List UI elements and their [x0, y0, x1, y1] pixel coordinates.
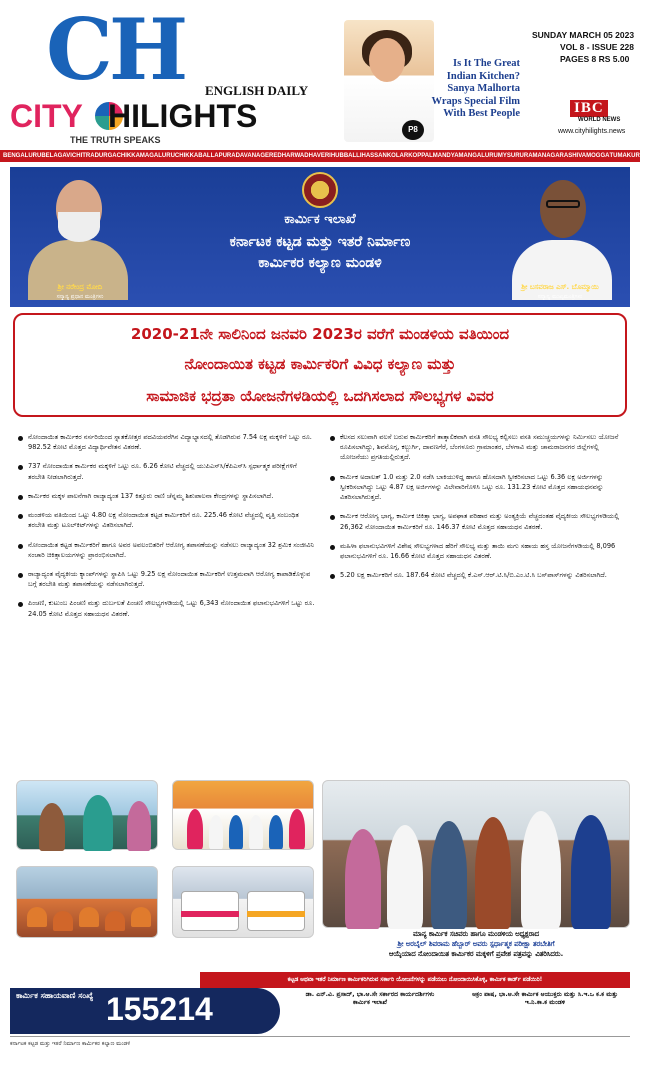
right-column	[328, 432, 628, 589]
footer-red-strip: ಕಟ್ಟಡ ಅಥವಾ ಇತರೆ ನಿರ್ಮಾಣ ಕಾರ್ಮಿಕರಿಗಿರುವ ಸರ್ಕಾರಿ ಯೋಜನೆಗಳನ್ನು ಪಡೆಯಲು ನೋಂದಾಯಿಸಿಕೊಳ್ಳಿ, ಕಾರ್ಮಿಕ ಕಾರ್ಡ್ ಪಡೆಯಿರಿ!	[200, 972, 630, 988]
list-item: ಕಾರ್ಮಿಕ ಅದಾಲತ್ 1.0 ಮತ್ತು 2.0 ನಡೆಸಿ ಬಾಕಿಯುಳಿದ್ದ ಹಾಗೂ ಹೊಸದಾಗಿ ಸ್ವೀಕರಿಸಲಾದ ಒಟ್ಟು 6.36 ಲಕ್ಷ ಅರ್ಜಿಗಳನ್ನು ಸ್ವೀಕರಿಸಲಾಗಿದ್ದು ಒಟ್ಟು 4.87 ಲಕ್ಷ ಅರ್ಜಿಗಳನ್ನು ವಿಲೇವಾರಿಗೊಳಿಸಿ ಒಟ್ಟು ರೂ. 131.23 ಕೋಟಿ ಮೊತ್ತದ ಸಹಾಯಧನವನ್ನು ವಿತರಿಸಲಾಗಿರುತ್ತದೆ.	[328, 472, 628, 503]
list-item: 5.20 ಲಕ್ಷ ಕಾರ್ಮಿಕರಿಗೆ ರೂ. 187.64 ಕೋಟಿ ವೆಚ್ಚದಲ್ಲಿ ಕೆ.ಎಸ್.ಆರ್.ಟಿ.ಸಿ/ಬಿ.ಎಂ.ಟಿ.ಸಿ ಬಸ್‌ಪಾಸ್‌ಗಳನ್ನು ವಿತರಿಸಲಾಗಿದೆ.	[328, 570, 628, 580]
photo-figure	[131, 907, 151, 927]
caption-line3: ಆಯ್ಕೆಯಾದ ನೋಂದಾಯಿತ ಕಾರ್ಮಿಕರ ಮಕ್ಕಳಿಗೆ ಪ್ರವೇಶ ಪತ್ರವನ್ನು ವಿತರಿಸಿದರು.	[388, 949, 564, 958]
helpline-label: ಕಾರ್ಮಿಕ ಸಹಾಯವಾಣಿ ಸಂಖ್ಯೆ	[16, 991, 94, 1000]
page-badge: P8	[402, 120, 424, 140]
website-link[interactable]: www.cityhilights.news	[558, 128, 626, 135]
photo-figure	[475, 817, 511, 929]
photo-figure	[187, 809, 203, 849]
photo-admission-letters[interactable]	[322, 780, 630, 928]
city-item[interactable]: RAMANAGARA	[523, 153, 569, 159]
left-person-title: ಸನ್ಮಾನ್ಯ ಪ್ರಧಾನ ಮಂತ್ರಿಗಳು	[56, 294, 104, 300]
list-item: ರಾಜ್ಯಾದ್ಯಂತ ವೈದ್ಯಕೀಯ ಕ್ಯಾಂಪ್‌ಗಳನ್ನು ಸ್ಥಾಪಿಸಿ ಒಟ್ಟು 9.25 ಲಕ್ಷ ನೋಂದಾಯಿತ ಕಾರ್ಮಿಕರಿಗೆ ಉತ್ತಮವಾಗಿ ಆರೋಗ್ಯ ಕಾಪಾಡಿಕೊಳ್ಳುವ ಬಗ್ಗೆ ತರಬೇತಿ ಮತ್ತು ತಪಾಸಣೆಯನ್ನು ನಡೆಸಲಾಗಿರುತ್ತದೆ.	[16, 569, 316, 589]
city-bar	[0, 150, 663, 162]
photo-figure	[105, 911, 125, 931]
photo-health-camp[interactable]	[16, 780, 158, 850]
stripe	[181, 911, 239, 917]
city-item[interactable]: CHIKKAMAGALURU	[116, 153, 175, 159]
ibc-subtitle: WORLD NEWS	[578, 117, 621, 123]
tagline: THE TRUTH SPEAKS	[70, 135, 161, 145]
photo-caption	[322, 930, 630, 960]
board-name-line1: ಕರ್ನಾಟಕ ಕಟ್ಟಡ ಮತ್ತು ಇತರೆ ನಿರ್ಮಾಣ	[229, 234, 411, 250]
photo-figure	[269, 815, 283, 849]
photo-figure	[387, 825, 423, 929]
city-item[interactable]: SHIVAMOGGA	[568, 153, 610, 159]
photo-figure	[83, 795, 113, 851]
photo-figure	[289, 809, 305, 849]
caption-line1: ಮಾನ್ಯ ಕಾರ್ಮಿಕ ಸಚಿವರು ಹಾಗೂ ಮಂಡಳಿಯ ಅಧ್ಯಕ್ಷರಾದ	[412, 930, 540, 938]
list-item: ಕಾರ್ಮಿಕರ ಮಕ್ಕಳ ಪಾಲನೆಗಾಗಿ ರಾಜ್ಯಾದ್ಯಂತ 137 ಕಿತ್ತೂರು ರಾಣಿ ಚೆನ್ನಮ್ಮ ಶಿಶುಪಾಲನಾ ಕೇಂದ್ರಗಳನ್ನು ಸ್ಥಾಪಿಸಲಾಗಿದೆ.	[16, 491, 316, 501]
helpline-box[interactable]	[10, 988, 280, 1034]
headline-line1: 2020-21ನೇ ಸಾಲಿನಿಂದ ಜನವರಿ 2023ರ ವರೆಗೆ ಮಂಡಳಿಯ ವತಿಯಿಂದ	[130, 325, 510, 343]
photo-figure	[27, 907, 47, 927]
ad-banner	[10, 167, 630, 307]
ibc-logo[interactable]: IBC	[570, 100, 608, 117]
city-item[interactable]: MYSURU	[497, 153, 524, 159]
cover-photo[interactable]	[344, 20, 434, 142]
english-daily-label: ENGLISH DAILY	[205, 83, 309, 98]
city-item[interactable]: UDUPI	[644, 153, 663, 159]
state-emblem-icon	[302, 172, 338, 208]
photo-figure	[571, 815, 611, 929]
left-person-name: ಶ್ರೀ ನರೇಂದ್ರ ಮೋದಿ	[57, 283, 103, 291]
photo-figure	[127, 801, 151, 851]
photo-figure	[39, 803, 65, 851]
stripe	[247, 911, 305, 917]
list-item: ನೋಂದಾಯಿತ ಕಾರ್ಮಿಕರ ನರ್ಸರಿಯಿಂದ ಸ್ನಾತಕೋತ್ತರ ಪದವಿಯವರೆಗಿನ ವಿದ್ಯಾಭ್ಯಾಸದಲ್ಲಿ ತೊಡಗಿರುವ 7.54 ಲಕ್ಷ ಮಕ್ಕಳಿಗೆ ಒಟ್ಟು ರೂ. 982.52 ಕೋಟಿ ಮೊತ್ತದ ವಿದ್ಯಾರ್ಥಿವೇತನ ವಿತರಣೆ.	[16, 432, 316, 452]
portrait-right	[502, 172, 622, 282]
city-item[interactable]: CHIKKABALLAPURA	[174, 153, 236, 159]
officer-secretary: ಡಾ. ಎನ್.ವಿ. ಪ್ರಸಾದ್, ಭಾ.ಆ.ಸೇ ಸರ್ಕಾರದ ಕಾರ್ಯದರ್ಶಿಗಳು ಕಾರ್ಮಿಕ ಇಲಾಖೆ	[305, 991, 435, 1007]
city-item[interactable]: HASSAN	[361, 153, 387, 159]
city-item[interactable]: HUBBALLI	[330, 153, 362, 159]
city-item[interactable]: MANGALURU	[458, 153, 498, 159]
logo-hilights: HILIGHTS	[108, 98, 258, 134]
photo-mobile-clinics[interactable]	[172, 866, 314, 938]
city-item[interactable]: DAVANAGERE	[235, 153, 278, 159]
officer-commissioner: ಅಕ್ರಂ ಪಾಷ, ಭಾ.ಆ.ಸೇ ಕಾರ್ಮಿಕ ಆಯುಕ್ತರು ಮತ್ತು ಸಿ.ಇ.ಒ ಕ.ಕ ಮತ್ತು ಇ.ನಿ.ಕಾ.ಕ ಮಂಡಳಿ	[472, 991, 618, 1007]
list-item: ನೋಂದಾಯಿತ ಕಟ್ಟಡ ಕಾರ್ಮಿಕರಿಗೆ ಹಾಗೂ ಅವರ ಅವಲಂಬಿತರಿಗೆ ಆರೋಗ್ಯ ತಪಾಸಣೆಯನ್ನು ನಡೆಸಲು ರಾಜ್ಯಾದ್ಯಂತ 32 ಶ್ರಮಿಕ ಸಂಜೀವಿನಿ ಸಂಚಾರಿ ಚಿಕಿತ್ಸಾಲಯಗಳನ್ನು ಪ್ರಾರಂಭಿಸಲಾಗಿದೆ.	[16, 540, 316, 560]
photo-creche[interactable]	[172, 780, 314, 850]
photo-face	[369, 38, 405, 82]
city-item[interactable]: KOPPAL	[408, 153, 433, 159]
city-item[interactable]: MANDYA	[432, 153, 459, 159]
helpline-number[interactable]: 155214	[106, 991, 213, 1027]
masthead	[0, 0, 640, 150]
headline-box	[13, 313, 627, 417]
portrait-head	[540, 180, 586, 238]
photo-figure	[53, 911, 73, 931]
edition-pages-price: PAGES 8 RS 5.00	[560, 54, 630, 64]
edition-date: SUNDAY MARCH 05 2023	[532, 30, 635, 40]
photo-figure	[79, 907, 99, 927]
glasses-icon	[546, 200, 580, 208]
list-item: ಮಂಡಳಿಯ ವತಿಯಿಂದ ಒಟ್ಟು 4.80 ಲಕ್ಷ ನೋಂದಾಯಿತ ಕಟ್ಟಡ ಕಾರ್ಮಿಕರಿಗೆ ರೂ. 225.46 ಕೋಟಿ ವೆಚ್ಚದಲ್ಲಿ ವೃತ್ತಿ ಸಂಬಂಧಿತ ತರಬೇತಿ ಮತ್ತು ಟೂಲ್‌ಕಿಟ್‌ಗಳನ್ನು ವಿತರಿಸಲಾಗಿದೆ.	[16, 510, 316, 530]
city-item[interactable]: DHARWAD	[277, 153, 309, 159]
photo-figure	[209, 815, 223, 849]
city-item[interactable]: TUMAKURU	[609, 153, 645, 159]
list-item: ಮಹಿಳಾ ಫಲಾನುಭವಿಗಳಿಗೆ ವಿಶೇಷ ಸೌಲಭ್ಯಗಳಾದ ಹೆರಿಗೆ ಸೌಲಭ್ಯ ಮತ್ತು ತಾಯಿ ಮಗು ಸಹಾಯ ಹಸ್ತ ಯೋಜನೆಗಳಡಿಯಲ್ಲಿ 8,096 ಫಲಾನುಭವಿಗಳಿಗೆ ರೂ. 16.66 ಕೋಟಿ ಮೊತ್ತದ ಸಹಾಯಧನ ವಿತರಣೆ.	[328, 541, 628, 561]
list-item: ಕೆಲಸದ ಸಲುವಾಗಿ ವಲಸೆ ಬರುವ ಕಾರ್ಮಿಕರಿಗೆ ತಾತ್ಕಾಲಿಕವಾಗಿ ವಸತಿ ಸೌಲಭ್ಯ ಕಲ್ಪಿಸಲು ವಸತಿ ಸಮುಚ್ಚಯಗಳನ್ನು ನಿರ್ಮಿಸಲು ಯೋಜನೆ ರೂಪಿಸಲಾಗಿದ್ದು, ಶಿವಮೊಗ್ಗ, ಕಲ್ಬುರ್ಗಿ, ದಾವಣಗೆರೆ, ಬೆಂಗಳೂರು ಗ್ರಾಮಾಂತರ, ಬೆಳಗಾವಿ ಮತ್ತು ಚಾಮರಾಜನಗರ ಜಿಲ್ಲೆಗಳಲ್ಲಿ ಯೋಜನೆಯು ಪ್ರಗತಿಯಲ್ಲಿರುತ್ತದೆ.	[328, 432, 628, 463]
city-item[interactable]: HAVERI	[308, 153, 331, 159]
edition-volume: VOL 8 - ISSUE 228	[560, 42, 635, 52]
footer	[10, 972, 630, 1050]
city-item[interactable]: CHITRADURGA	[71, 153, 117, 159]
headline-line2: ನೋಂದಾಯಿತ ಕಟ್ಟಡ ಕಾರ್ಮಿಕರಿಗೆ ವಿವಿಧ ಕಲ್ಯಾಣ ಮತ್ತು	[184, 355, 456, 373]
photo-figure	[345, 829, 381, 929]
left-column	[16, 432, 316, 628]
teaser-headline[interactable]: Is It The Great Indian Kitchen? Sanya Malhorta Wraps Special Film With Best People	[431, 58, 520, 120]
department-name: ಕಾರ್ಮಿಕ ಇಲಾಖೆ	[284, 212, 356, 227]
city-item[interactable]: BELAGAVI	[41, 153, 72, 159]
list-item: ಕಾರ್ಮಿಕ ಆರೋಗ್ಯ ಭಾಗ್ಯ, ಕಾರ್ಮಿಕ ಚಿಕಿತ್ಸಾ ಭಾಗ್ಯ, ಅಪಘಾತ ಪರಿಹಾರ ಮತ್ತು ಅಂತ್ಯಕ್ರಿಯೆ ವೆಚ್ಚದಂತಹ ವೈದ್ಯಕೀಯ ಸೌಲಭ್ಯಗಳಡಿಯಲ್ಲಿ 26,362 ನೋಂದಾಯಿತ ಕಾರ್ಮಿಕರಿಗೆ ರೂ. 146.37 ಕೋಟಿ ಮೊತ್ತದ ಸಹಾಯಧನ ವಿತರಣೆ.	[328, 511, 628, 531]
org-line: ಕರ್ನಾಟಕ ಕಟ್ಟಡ ಮತ್ತು ಇತರೆ ನಿರ್ಮಾಣ ಕಾರ್ಮಿಕರ ಕಲ್ಯಾಣ ಮಂಡಳಿ	[10, 1036, 630, 1050]
photo-figure	[249, 815, 263, 849]
photo-toolkits[interactable]	[16, 866, 158, 938]
photo-figure	[521, 811, 561, 929]
list-item: 737 ನೋಂದಾಯಿತ ಕಾರ್ಮಿಕರ ಮಕ್ಕಳಿಗೆ ಒಟ್ಟು ರೂ. 6.26 ಕೋಟಿ ವೆಚ್ಚದಲ್ಲಿ ಯುಪಿಎಸ್‌ಸಿ/ಕೆಪಿಎಸ್‌ಸಿ ಸ್ಪರ್ಧಾತ್ಮಕ ಪರೀಕ್ಷೆಗಳಿಗೆ ತರಬೇತಿ ನೀಡಲಾಗಿರುತ್ತದೆ.	[16, 461, 316, 481]
city-item[interactable]: BENGALURU	[3, 153, 42, 159]
headline-line3: ಸಾಮಾಜಿಕ ಭದ್ರತಾ ಯೋಜನೆಗಳಡಿಯಲ್ಲಿ ಒದಗಿಸಲಾದ ಸೌಲಭ್ಯಗಳ ವಿವರ	[146, 387, 494, 405]
right-person-title: ಸನ್ಮಾನ್ಯ ಮುಖ್ಯಮಂತ್ರಿಗಳು	[537, 294, 583, 300]
logo-city: CITY	[10, 98, 83, 134]
photo-figure	[229, 815, 243, 849]
right-person-name: ಶ್ರೀ ಬಸವರಾಜ ಎಸ್. ಬೊಮ್ಮಾಯಿ	[521, 283, 599, 291]
list-item: ಪಿಂಚಣಿ, ಕುಟುಂಬ ಪಿಂಚಣಿ ಮತ್ತು ದುರ್ಬಲತೆ ಪಿಂಚಣಿ ಸೌಲಭ್ಯಗಳಡಿಯಲ್ಲಿ ಒಟ್ಟು 6,343 ನೋಂದಾಯಿತ ಫಲಾನುಭವಿಗಳಿಗೆ ಒಟ್ಟು ರೂ. 24.05 ಕೋಟಿ ಮೊತ್ತದ ಸಹಾಯಧನ ವಿತರಣೆ.	[16, 598, 316, 618]
board-name-line2: ಕಾರ್ಮಿಕರ ಕಲ್ಯಾಣ ಮಂಡಳಿ	[258, 255, 382, 271]
caption-line2: ಶ್ರೀ ಅರಬೈಲ್ ಶಿವರಾಮ ಹೆಬ್ಬಾರ್ ಅವರು ಸ್ಪರ್ಧಾತ್ಮಕ ಪರೀಕ್ಷಾ ತರಬೇತಿಗೆ	[397, 939, 555, 948]
logo-ch: CH	[46, 0, 185, 99]
photo-figure	[431, 821, 467, 929]
city-item[interactable]: KOLAR	[386, 153, 409, 159]
